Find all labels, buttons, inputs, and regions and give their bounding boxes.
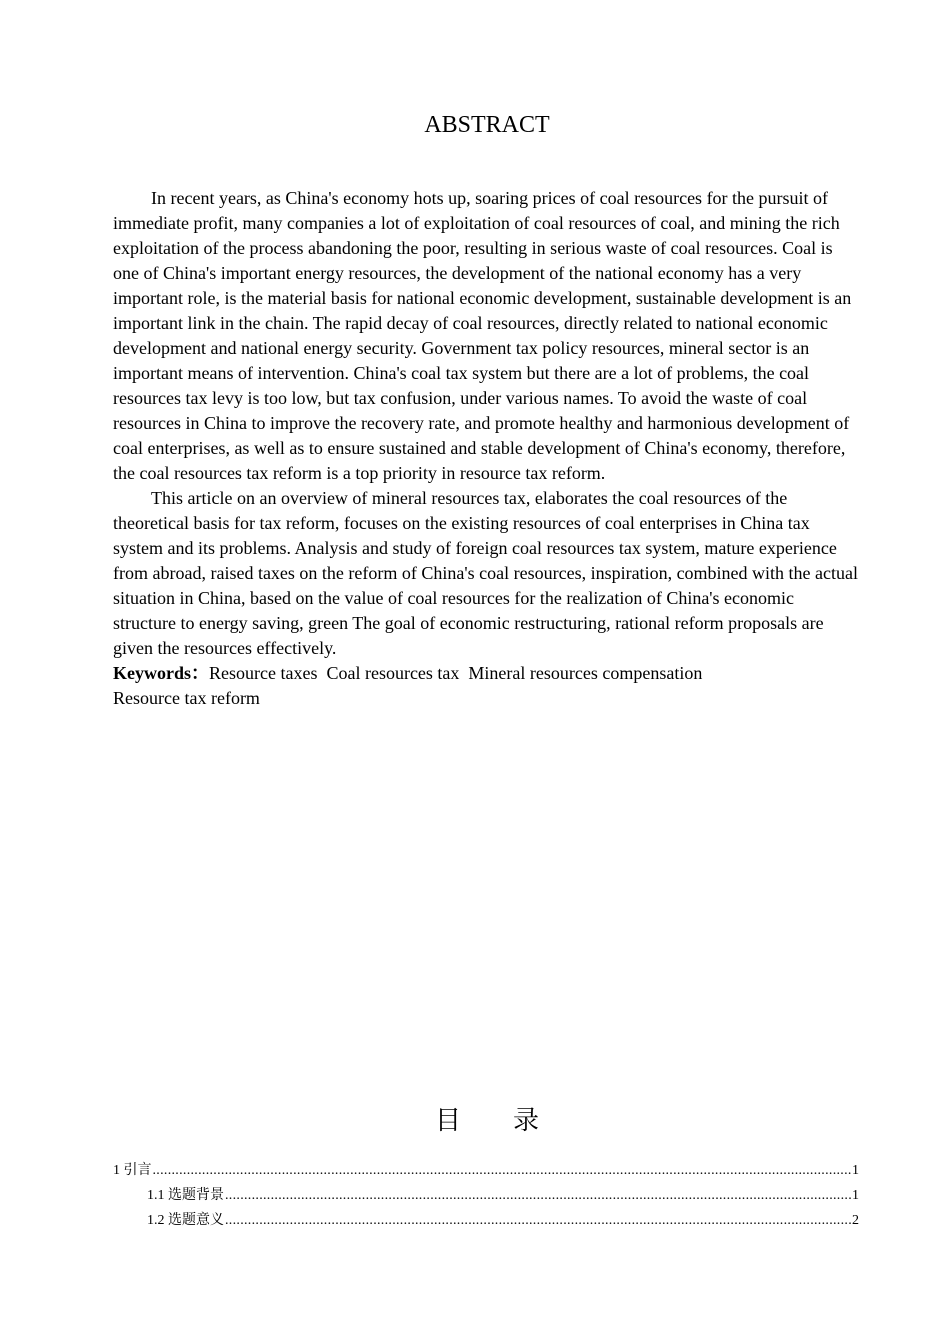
toc-entry-page: 1 — [852, 1163, 859, 1178]
keyword: Resource taxes — [209, 663, 318, 683]
toc-entry-label: 1.2 选题意义 — [147, 1213, 224, 1228]
abstract-paragraph: This article on an overview of mineral resources tax, elaborates the coal resources of the theoretical basis for tax reform, focuses on the existing resources of coal enterprises in China tax system and its problems. Analysis and study of foreign coal resources tax system, mature experience from abroad, raised taxes on the reform of China's coal resources, inspiration, combined with the actual situation in China, based on the value of coal resources for the realization of China's economic structure to energy saving, green The goal of economic restructuring, rational reform proposals are given the resources effectively. — [113, 488, 859, 658]
toc-entry-label: 1.1 选题背景 — [147, 1188, 224, 1203]
abstract-paragraph: In recent years, as China's economy hots up, soaring prices of coal resources for the pursuit of immediate profit, many companies a lot of exploitation of coal resources of coal, and mining the rich exploitation of the process abandoning the poor, resulting in serious waste of coal resources. Coal is one of China's important energy resources, the development of the national economy has a very important role, is the material basis for national economic development, sustainable development is an important link in the chain. The rapid decay of coal resources, directly related to national economic development and national energy security. Government tax policy resources, mineral sector is an important means of intervention. China's coal tax system but there are a lot of problems, the coal resources tax levy is too low, but tax confusion, under various names. To avoid the waste of coal resources in China to improve the recovery rate, and promote healthy and harmonious development of coal enterprises, as well as to ensure sustained and stable development of China's economy, therefore, the coal resources tax reform is a top priority in resource tax reform. — [113, 188, 852, 483]
abstract-title: ABSTRACT — [424, 112, 550, 138]
keywords-line — [113, 661, 858, 711]
keyword: Resource tax reform — [113, 688, 260, 708]
toc-entry[interactable] — [113, 1183, 859, 1208]
table-of-contents — [113, 1158, 859, 1233]
toc-title: 目 录 — [434, 1106, 539, 1136]
toc-entry-page: 1 — [852, 1188, 859, 1203]
toc-leader-dots — [225, 1183, 851, 1208]
keyword: Coal resources tax — [326, 663, 460, 683]
toc-entry[interactable] — [113, 1158, 859, 1183]
toc-entry[interactable] — [113, 1208, 859, 1233]
toc-entry-label: 1 引言 — [113, 1163, 152, 1178]
toc-leader-dots — [225, 1208, 851, 1233]
toc-leader-dots — [153, 1158, 852, 1183]
abstract-body — [113, 186, 858, 711]
toc-entry-page: 2 — [852, 1213, 859, 1228]
keywords-label: Keywords： — [113, 663, 209, 683]
keyword: Mineral resources compensation — [468, 663, 703, 683]
